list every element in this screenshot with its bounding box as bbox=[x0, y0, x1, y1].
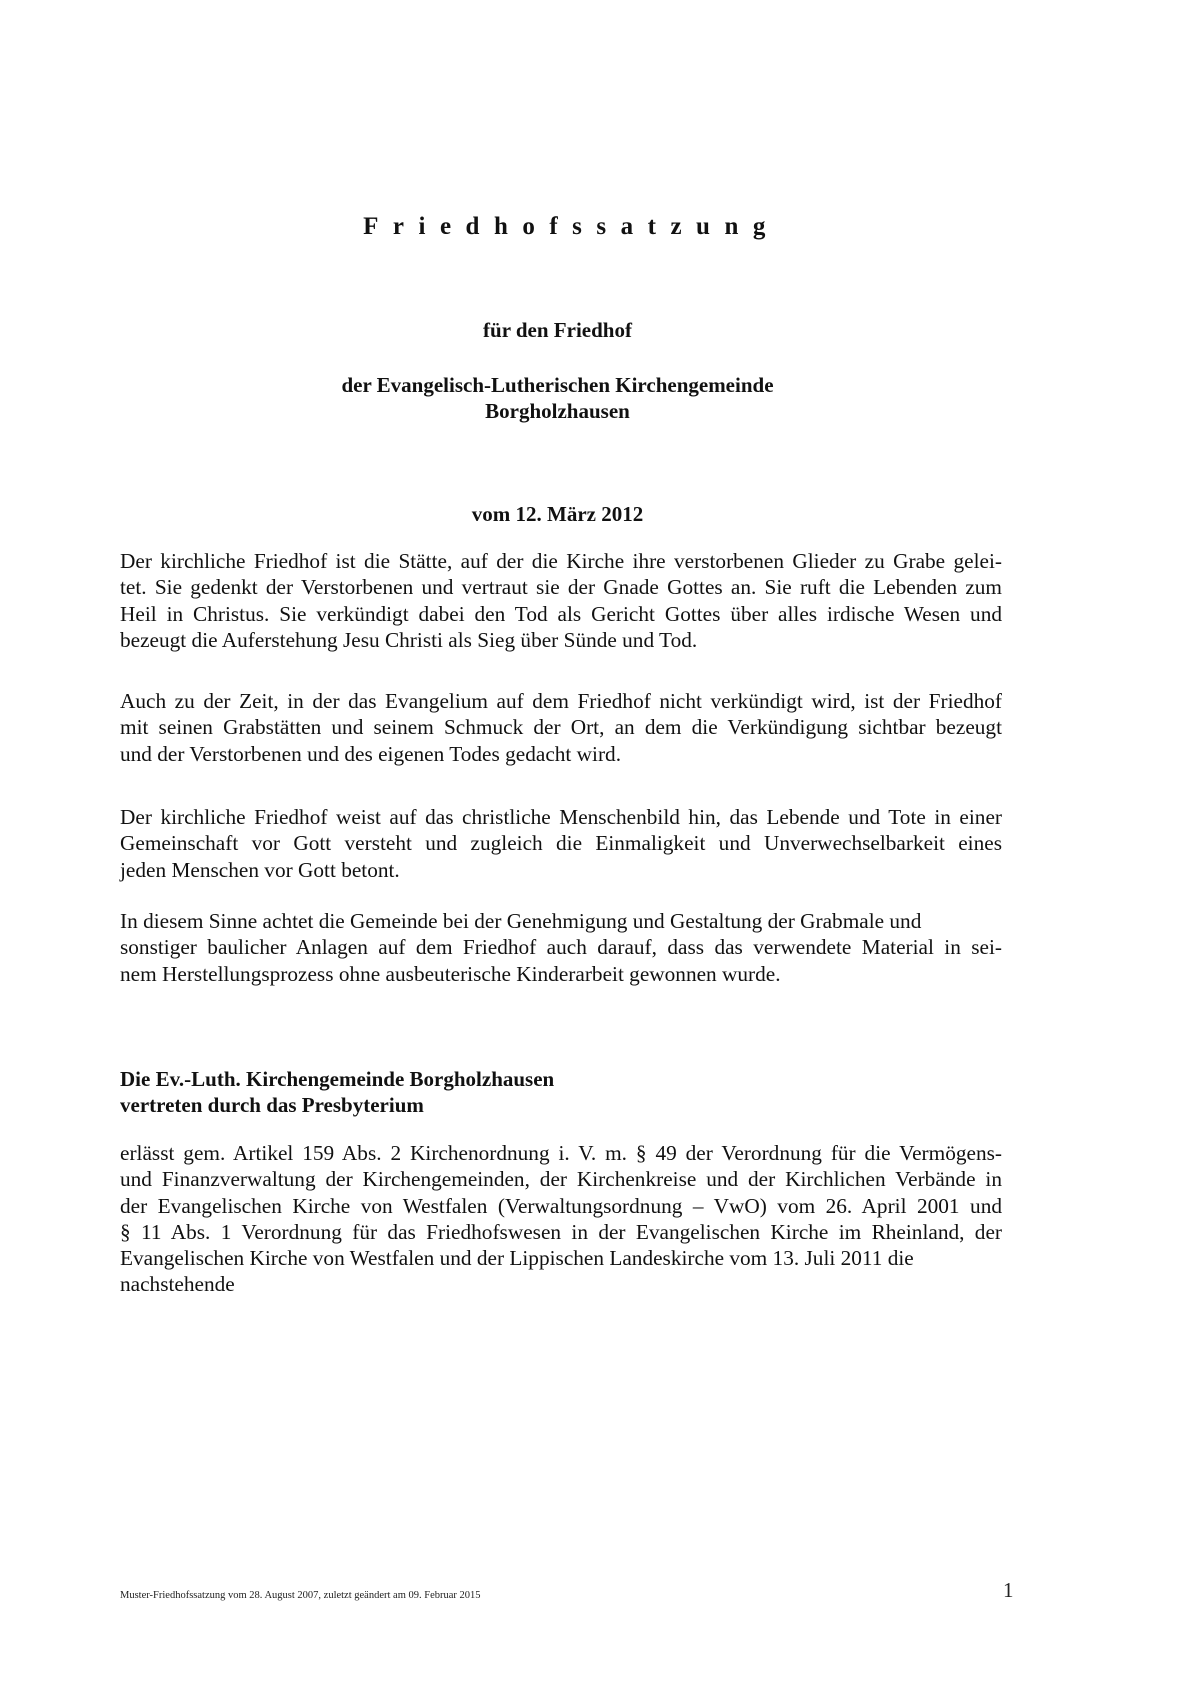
preamble-paragraph-3 bbox=[120, 804, 1002, 883]
issuer-heading-line: vertreten durch das Presbyterium bbox=[120, 1093, 424, 1117]
paragraph-line: mit seinen Grabstätten und seinem Schmuck der Ort, an dem die Verkündigung sichtbar bezeugt bbox=[120, 715, 1002, 740]
paragraph-line: der Evangelischen Kirche von Westfalen (Verwaltungsordnung – VwO) vom 26. April 2001 und bbox=[120, 1193, 1002, 1218]
preamble-paragraph-4 bbox=[120, 908, 1002, 987]
document-date: vom 12. März 2012 bbox=[471, 502, 644, 526]
page-number: 1 bbox=[1003, 1578, 1014, 1602]
enactment-paragraph bbox=[120, 1140, 1002, 1298]
paragraph-line: Der kirchliche Friedhof ist die Stätte, auf der die Kirche ihre verstorbenen Glieder zu Grabe gelei- bbox=[120, 549, 1002, 573]
paragraph-line: Heil in Christus. Sie verkündigt dabei den Tod als Gericht Gottes über alles irdische Wesen und bbox=[120, 601, 1002, 626]
paragraph-line: Auch zu der Zeit, in der das Evangelium auf dem Friedhof nicht verkündigt wird, ist der Friedhof bbox=[120, 689, 1002, 713]
issuer-heading-line: Die Ev.-Luth. Kirchengemeinde Borgholzhausen bbox=[120, 1067, 555, 1091]
issuer-heading bbox=[120, 1066, 554, 1118]
paragraph-line: und der Verstorbenen und des eigenen Todes gedacht wird. bbox=[120, 741, 622, 766]
footer-text: Muster-Friedhofssatzung vom 28. August 2007, zuletzt geändert am 09. Februar 2015 bbox=[120, 1590, 481, 1601]
paragraph-line: Der kirchliche Friedhof weist auf das christliche Menschenbild hin, das Lebende und Tote in einer bbox=[120, 805, 1002, 829]
subtitle-parish-line: der Evangelisch-Lutherischen Kirchengemeinde bbox=[341, 373, 774, 397]
subtitle-cemetery: für den Friedhof bbox=[483, 318, 632, 342]
document-title: Friedhofssatzung bbox=[363, 213, 780, 240]
paragraph-line: sonstiger baulicher Anlagen auf dem Friedhof auch darauf, dass das verwendete Material in sei- bbox=[120, 935, 1002, 960]
preamble-paragraph-2 bbox=[120, 688, 1002, 767]
paragraph-line: und Finanzverwaltung der Kirchengemeinden, der Kirchenkreise und der Kirchlichen Verbände in bbox=[120, 1167, 1002, 1192]
paragraph-line: tet. Sie gedenkt der Verstorbenen und vertraut sie der Gnade Gottes an. Sie ruft die Lebenden zum bbox=[120, 575, 1002, 600]
paragraph-line: nem Herstellungsprozess ohne ausbeuterische Kinderarbeit gewonnen wurde. bbox=[120, 961, 781, 986]
paragraph-line: bezeugt die Auferstehung Jesu Christi als Sieg über Sünde und Tod. bbox=[120, 627, 698, 652]
paragraph-line: § 11 Abs. 1 Verordnung für das Friedhofswesen in der Evangelischen Kirche im Rheinland, der bbox=[120, 1219, 1002, 1244]
paragraph-line: erlässt gem. Artikel 159 Abs. 2 Kirchenordnung i. V. m. § 49 der Verordnung für die Vermögens- bbox=[120, 1141, 1002, 1165]
paragraph-line: jeden Menschen vor Gott betont. bbox=[120, 857, 400, 882]
subtitle-parish bbox=[0, 372, 1115, 424]
paragraph-line: In diesem Sinne achtet die Gemeinde bei der Genehmigung und Gestaltung der Grabmale und bbox=[120, 909, 922, 933]
paragraph-line: nachstehende bbox=[120, 1272, 235, 1297]
paragraph-line: Gemeinschaft vor Gott versteht und zugleich die Einmaligkeit und Unverwechselbarkeit eines bbox=[120, 831, 1002, 856]
preamble-paragraph-1 bbox=[120, 548, 1002, 653]
subtitle-parish-line: Borgholzhausen bbox=[485, 399, 630, 423]
paragraph-line: Evangelischen Kirche von Westfalen und der Lippischen Landeskirche vom 13. Juli 2011 die bbox=[120, 1246, 914, 1271]
